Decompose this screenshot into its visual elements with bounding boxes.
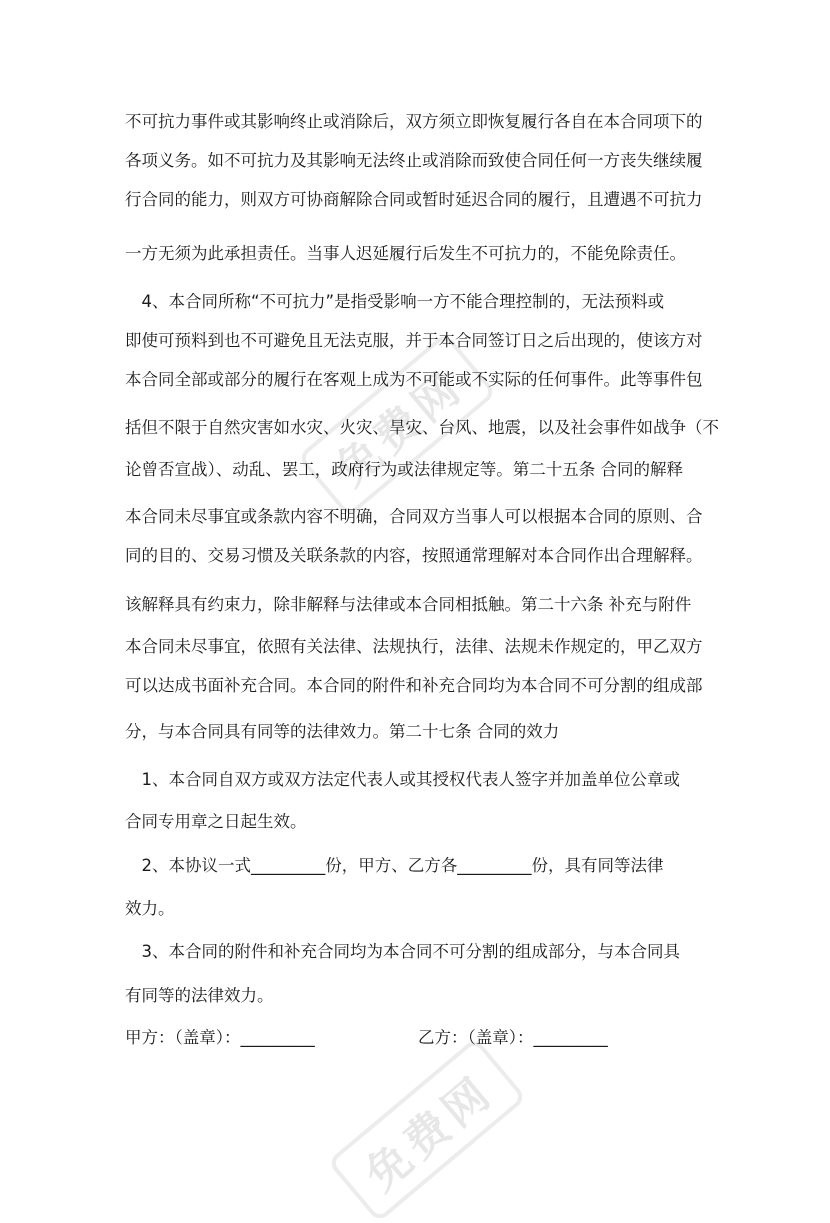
body-text-line: 有同等的法律效力。 (125, 986, 274, 1005)
watermark-stamp-lower: 免费网 (327, 1037, 527, 1223)
body-text-line: 该解释具有约束力，除非解释与法律或本合同相抵触。第二十六条 补充与附件 (125, 595, 692, 614)
body-text-line: 3、本合同的附件和补充合同均为本合同不可分割的组成部分，与本合同具 (125, 942, 680, 961)
body-text-line: 同的目的、交易习惯及关联条款的内容，按照通常理解对本合同作出合理解释。 (125, 546, 703, 565)
body-text-line: 论曾否宣战）、动乱、罢工，政府行为或法律规定等。第二十五条 合同的解释 (125, 460, 683, 479)
body-text-line: 不可抗力事件或其影响终止或消除后，双方须立即恢复履行各自在本合同项下的 (125, 112, 703, 131)
party-a-signature: 甲方：（盖章）：_________ (125, 1028, 315, 1047)
body-text-line: 效力。 (125, 899, 175, 918)
body-text-line: 4、本合同所称“不可抗力”是指受影响一方不能合理控制的，无法预料或 (125, 292, 665, 311)
body-text-line: 行合同的能力，则双方可协商解除合同或暂时延迟合同的履行，且遭遇不可抗力 (125, 190, 703, 209)
watermark-stamp-upper: 免费网 (297, 332, 497, 518)
body-text-line: 本合同未尽事宜或条款内容不明确，合同双方当事人可以根据本合同的原则、合 (125, 507, 703, 526)
body-text-line: 2、本协议一式_________份，甲方、乙方各_________份，具有同等法律 (125, 856, 664, 875)
body-text-line: 各项义务。如不可抗力及其影响无法终止或消除而致使合同任何一方丧失继续履 (125, 151, 703, 170)
body-text-line: 可以达成书面补充合同。本合同的附件和补充合同均为本合同不可分割的组成部 (125, 676, 703, 695)
body-text-line: 一方无须为此承担责任。当事人迟延履行后发生不可抗力的，不能免除责任。 (125, 244, 686, 263)
body-text-line: 1、本合同自双方或双方法定代表人或其授权代表人签字并加盖单位公章或 (125, 770, 680, 789)
body-text-line: 即使可预料到也不可避免且无法克服，并于本合同签订日之后出现的，使该方对 (125, 331, 703, 350)
body-text-line: 本合同未尽事宜，依照有关法律、法规执行，法律、法规未作规定的，甲乙双方 (125, 637, 703, 656)
body-text-line: 括但不限于自然灾害如水灾、火灾、旱灾、台风、地震，以及社会事件如战争（不 (125, 418, 719, 437)
body-text-line: 本合同全部或部分的履行在客观上成为不可能或不实际的任何事件。此等事件包 (125, 370, 703, 389)
party-b-signature: 乙方：（盖章）：_________ (418, 1028, 608, 1047)
body-text-line: 合同专用章之日起生效。 (125, 812, 307, 831)
body-text-line: 分，与本合同具有同等的法律效力。第二十七条 合同的效力 (125, 722, 560, 741)
